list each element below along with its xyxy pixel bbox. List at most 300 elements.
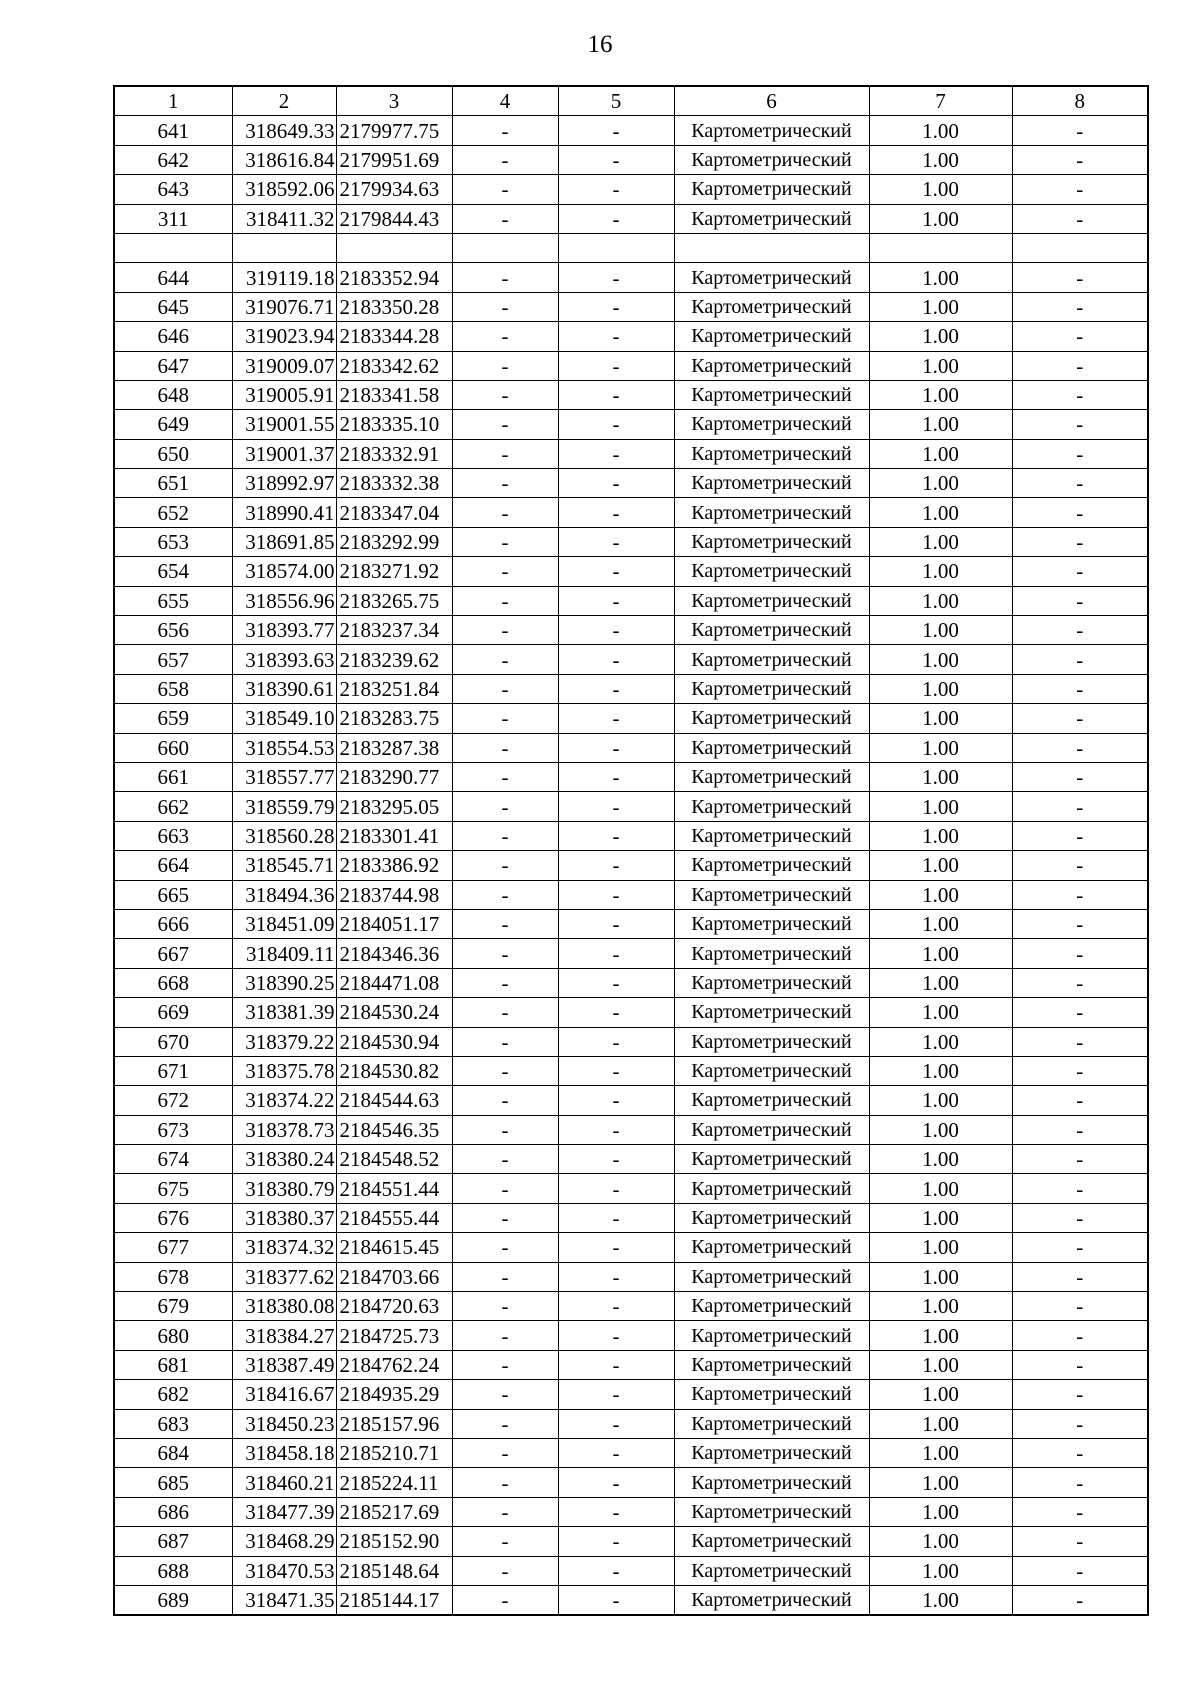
accuracy-cell: 1.00 — [869, 145, 1012, 174]
x-coordinate-cell: 318460.21 — [232, 1468, 336, 1497]
method-cell: Картометрический — [674, 1468, 869, 1497]
point-number-cell: 674 — [114, 1145, 232, 1174]
accuracy-cell: 1.00 — [869, 263, 1012, 292]
y-coordinate-cell: 2183239.62 — [336, 645, 452, 674]
accuracy-cell: 1.00 — [869, 762, 1012, 791]
col4-cell: - — [452, 704, 558, 733]
col4-cell: - — [452, 792, 558, 821]
x-coordinate-cell: 318381.39 — [232, 998, 336, 1027]
table-row — [114, 1468, 1148, 1497]
col4-cell: - — [452, 674, 558, 703]
x-coordinate-cell: 318379.22 — [232, 1027, 336, 1056]
accuracy-cell: 1.00 — [869, 821, 1012, 850]
y-coordinate-cell: 2184935.29 — [336, 1380, 452, 1409]
table-row — [114, 263, 1148, 292]
col4-cell: - — [452, 880, 558, 909]
col4-cell: - — [452, 1292, 558, 1321]
point-number-cell: 648 — [114, 380, 232, 409]
col5-cell: - — [558, 1321, 674, 1350]
accuracy-cell: 1.00 — [869, 1027, 1012, 1056]
col8-cell: - — [1012, 998, 1148, 1027]
col4-cell: - — [452, 1438, 558, 1467]
method-cell: Картометрический — [674, 1027, 869, 1056]
col5-cell: - — [558, 586, 674, 615]
x-coordinate-cell: 318477.39 — [232, 1497, 336, 1526]
y-coordinate-cell: 2183344.28 — [336, 322, 452, 351]
col5-cell: - — [558, 116, 674, 145]
table-row — [114, 1556, 1148, 1585]
point-number-cell: 680 — [114, 1321, 232, 1350]
method-cell: Картометрический — [674, 704, 869, 733]
method-cell: Картометрический — [674, 792, 869, 821]
y-coordinate-cell: 2183350.28 — [336, 292, 452, 321]
col4-cell: - — [452, 1174, 558, 1203]
col5-cell: - — [558, 557, 674, 586]
accuracy-cell: 1.00 — [869, 175, 1012, 204]
table-row — [114, 1086, 1148, 1115]
col5-cell: - — [558, 1497, 674, 1526]
accuracy-cell: 1.00 — [869, 1115, 1012, 1144]
col5-cell: - — [558, 1380, 674, 1409]
table-row — [114, 645, 1148, 674]
method-cell: Картометрический — [674, 1350, 869, 1379]
col4-cell: - — [452, 1145, 558, 1174]
method-cell: Картометрический — [674, 1321, 869, 1350]
point-number-cell: 689 — [114, 1585, 232, 1615]
col8-cell: - — [1012, 792, 1148, 821]
point-number-cell: 669 — [114, 998, 232, 1027]
x-coordinate-cell: 318393.63 — [232, 645, 336, 674]
col5-cell: - — [558, 410, 674, 439]
table-row — [114, 557, 1148, 586]
method-cell: Картометрический — [674, 351, 869, 380]
point-number-cell: 675 — [114, 1174, 232, 1203]
table-row — [114, 292, 1148, 321]
table-row — [114, 939, 1148, 968]
col4-cell: - — [452, 1203, 558, 1232]
accuracy-cell: 1.00 — [869, 1292, 1012, 1321]
col8-cell: - — [1012, 1409, 1148, 1438]
col8-cell: - — [1012, 616, 1148, 645]
point-number-cell: 685 — [114, 1468, 232, 1497]
point-number-cell: 663 — [114, 821, 232, 850]
x-coordinate-cell: 318380.79 — [232, 1174, 336, 1203]
col5-cell: - — [558, 704, 674, 733]
y-coordinate-cell: 2184530.24 — [336, 998, 452, 1027]
x-coordinate-cell: 318390.25 — [232, 968, 336, 997]
accuracy-cell: 1.00 — [869, 616, 1012, 645]
method-cell: Картометрический — [674, 145, 869, 174]
column-header: 5 — [558, 86, 674, 116]
y-coordinate-cell — [336, 233, 452, 262]
col4-cell: - — [452, 998, 558, 1027]
method-cell: Картометрический — [674, 968, 869, 997]
col8-cell: - — [1012, 498, 1148, 527]
col5-cell: - — [558, 469, 674, 498]
table-row — [114, 998, 1148, 1027]
table-row — [114, 792, 1148, 821]
col4-cell — [452, 233, 558, 262]
y-coordinate-cell: 2184471.08 — [336, 968, 452, 997]
accuracy-cell: 1.00 — [869, 645, 1012, 674]
y-coordinate-cell: 2185152.90 — [336, 1527, 452, 1556]
y-coordinate-cell: 2184051.17 — [336, 909, 452, 938]
point-number-cell: 655 — [114, 586, 232, 615]
y-coordinate-cell: 2184551.44 — [336, 1174, 452, 1203]
point-number-cell: 654 — [114, 557, 232, 586]
col4-cell: - — [452, 527, 558, 556]
col5-cell: - — [558, 1145, 674, 1174]
col5-cell: - — [558, 175, 674, 204]
x-coordinate-cell: 319005.91 — [232, 380, 336, 409]
accuracy-cell — [869, 233, 1012, 262]
accuracy-cell: 1.00 — [869, 410, 1012, 439]
col8-cell: - — [1012, 909, 1148, 938]
point-number-cell: 662 — [114, 792, 232, 821]
table-row — [114, 145, 1148, 174]
col4-cell: - — [452, 410, 558, 439]
col4-cell: - — [452, 645, 558, 674]
col4-cell: - — [452, 175, 558, 204]
page-number: 16 — [587, 31, 613, 58]
y-coordinate-cell: 2183265.75 — [336, 586, 452, 615]
method-cell: Картометрический — [674, 1380, 869, 1409]
x-coordinate-cell: 318409.11 — [232, 939, 336, 968]
x-coordinate-cell — [232, 233, 336, 262]
col5-cell: - — [558, 204, 674, 233]
x-coordinate-cell: 318559.79 — [232, 792, 336, 821]
point-number-cell: 678 — [114, 1262, 232, 1291]
y-coordinate-cell: 2185144.17 — [336, 1585, 452, 1615]
x-coordinate-cell: 318470.53 — [232, 1556, 336, 1585]
col5-cell: - — [558, 1585, 674, 1615]
col5-cell: - — [558, 909, 674, 938]
table-row — [114, 351, 1148, 380]
x-coordinate-cell: 318377.62 — [232, 1262, 336, 1291]
col8-cell: - — [1012, 1233, 1148, 1262]
table-row — [114, 909, 1148, 938]
point-number-cell: 687 — [114, 1527, 232, 1556]
method-cell: Картометрический — [674, 762, 869, 791]
method-cell: Картометрический — [674, 322, 869, 351]
y-coordinate-cell: 2184346.36 — [336, 939, 452, 968]
point-number-cell: 686 — [114, 1497, 232, 1526]
method-cell: Картометрический — [674, 1056, 869, 1085]
x-coordinate-cell: 318592.06 — [232, 175, 336, 204]
col8-cell: - — [1012, 1262, 1148, 1291]
point-number-cell: 688 — [114, 1556, 232, 1585]
point-number-cell: 672 — [114, 1086, 232, 1115]
accuracy-cell: 1.00 — [869, 792, 1012, 821]
method-cell: Картометрический — [674, 939, 869, 968]
col4-cell: - — [452, 1527, 558, 1556]
accuracy-cell: 1.00 — [869, 1056, 1012, 1085]
table-row — [114, 527, 1148, 556]
x-coordinate-cell: 318471.35 — [232, 1585, 336, 1615]
col4-cell: - — [452, 1115, 558, 1144]
x-coordinate-cell: 318374.32 — [232, 1233, 336, 1262]
y-coordinate-cell: 2184720.63 — [336, 1292, 452, 1321]
point-number-cell: 667 — [114, 939, 232, 968]
table-row — [114, 1203, 1148, 1232]
col4-cell: - — [452, 322, 558, 351]
y-coordinate-cell: 2184703.66 — [336, 1262, 452, 1291]
table-row — [114, 674, 1148, 703]
table-row — [114, 1262, 1148, 1291]
table-row — [114, 1174, 1148, 1203]
y-coordinate-cell: 2183237.34 — [336, 616, 452, 645]
col8-cell: - — [1012, 586, 1148, 615]
col5-cell: - — [558, 1556, 674, 1585]
accuracy-cell: 1.00 — [869, 674, 1012, 703]
method-cell: Картометрический — [674, 1292, 869, 1321]
col5-cell: - — [558, 1174, 674, 1203]
table-row — [114, 704, 1148, 733]
x-coordinate-cell: 318384.27 — [232, 1321, 336, 1350]
accuracy-cell: 1.00 — [869, 1350, 1012, 1379]
method-cell: Картометрический — [674, 1438, 869, 1467]
y-coordinate-cell: 2183251.84 — [336, 674, 452, 703]
method-cell: Картометрический — [674, 1527, 869, 1556]
point-number-cell: 659 — [114, 704, 232, 733]
col8-cell: - — [1012, 1527, 1148, 1556]
col5-cell — [558, 233, 674, 262]
method-cell: Картометрический — [674, 616, 869, 645]
y-coordinate-cell: 2183341.58 — [336, 380, 452, 409]
col4-cell: - — [452, 1556, 558, 1585]
table-row — [114, 1438, 1148, 1467]
table-row — [114, 1292, 1148, 1321]
table-header-row — [114, 86, 1148, 116]
accuracy-cell: 1.00 — [869, 1438, 1012, 1467]
method-cell: Картометрический — [674, 263, 869, 292]
x-coordinate-cell: 318574.00 — [232, 557, 336, 586]
col4-cell: - — [452, 939, 558, 968]
y-coordinate-cell: 2185157.96 — [336, 1409, 452, 1438]
method-cell: Картометрический — [674, 851, 869, 880]
method-cell: Картометрический — [674, 439, 869, 468]
table-row — [114, 498, 1148, 527]
col4-cell: - — [452, 292, 558, 321]
accuracy-cell: 1.00 — [869, 116, 1012, 145]
x-coordinate-cell: 319119.18 — [232, 263, 336, 292]
column-header: 7 — [869, 86, 1012, 116]
table-body — [114, 116, 1148, 1615]
y-coordinate-cell: 2183386.92 — [336, 851, 452, 880]
col5-cell: - — [558, 351, 674, 380]
method-cell: Картометрический — [674, 909, 869, 938]
accuracy-cell: 1.00 — [869, 322, 1012, 351]
accuracy-cell: 1.00 — [869, 557, 1012, 586]
accuracy-cell: 1.00 — [869, 498, 1012, 527]
method-cell: Картометрический — [674, 1585, 869, 1615]
col8-cell: - — [1012, 968, 1148, 997]
method-cell: Картометрический — [674, 821, 869, 850]
col8-cell: - — [1012, 704, 1148, 733]
table-row — [114, 733, 1148, 762]
y-coordinate-cell: 2184546.35 — [336, 1115, 452, 1144]
col5-cell: - — [558, 792, 674, 821]
x-coordinate-cell: 318380.08 — [232, 1292, 336, 1321]
method-cell: Картометрический — [674, 527, 869, 556]
table-row — [114, 1497, 1148, 1526]
col8-cell: - — [1012, 292, 1148, 321]
col5-cell: - — [558, 939, 674, 968]
accuracy-cell: 1.00 — [869, 1380, 1012, 1409]
col4-cell: - — [452, 1262, 558, 1291]
col8-cell: - — [1012, 116, 1148, 145]
method-cell: Картометрический — [674, 1174, 869, 1203]
y-coordinate-cell: 2183332.91 — [336, 439, 452, 468]
col8-cell: - — [1012, 1292, 1148, 1321]
accuracy-cell: 1.00 — [869, 351, 1012, 380]
x-coordinate-cell: 318990.41 — [232, 498, 336, 527]
column-header: 3 — [336, 86, 452, 116]
point-number-cell: 644 — [114, 263, 232, 292]
col5-cell: - — [558, 821, 674, 850]
col5-cell: - — [558, 1086, 674, 1115]
col8-cell: - — [1012, 1174, 1148, 1203]
method-cell: Картометрический — [674, 1233, 869, 1262]
col8-cell: - — [1012, 351, 1148, 380]
column-header: 2 — [232, 86, 336, 116]
col8-cell: - — [1012, 674, 1148, 703]
point-number-cell: 666 — [114, 909, 232, 938]
x-coordinate-cell: 318451.09 — [232, 909, 336, 938]
col8-cell: - — [1012, 645, 1148, 674]
y-coordinate-cell: 2183342.62 — [336, 351, 452, 380]
point-number-cell: 671 — [114, 1056, 232, 1085]
y-coordinate-cell: 2185224.11 — [336, 1468, 452, 1497]
col8-cell: - — [1012, 1497, 1148, 1526]
col4-cell: - — [452, 498, 558, 527]
x-coordinate-cell: 319023.94 — [232, 322, 336, 351]
method-cell: Картометрический — [674, 1556, 869, 1585]
x-coordinate-cell: 318411.32 — [232, 204, 336, 233]
point-number-cell: 676 — [114, 1203, 232, 1232]
table-row — [114, 410, 1148, 439]
table-row — [114, 1145, 1148, 1174]
x-coordinate-cell: 318450.23 — [232, 1409, 336, 1438]
method-cell: Картометрический — [674, 1497, 869, 1526]
column-header: 8 — [1012, 86, 1148, 116]
method-cell: Картометрический — [674, 998, 869, 1027]
x-coordinate-cell: 318416.67 — [232, 1380, 336, 1409]
point-number-cell: 670 — [114, 1027, 232, 1056]
table-row — [114, 322, 1148, 351]
accuracy-cell: 1.00 — [869, 939, 1012, 968]
col4-cell: - — [452, 762, 558, 791]
col8-cell: - — [1012, 1438, 1148, 1467]
x-coordinate-cell: 318374.22 — [232, 1086, 336, 1115]
method-cell — [674, 233, 869, 262]
column-header: 4 — [452, 86, 558, 116]
col4-cell: - — [452, 586, 558, 615]
point-number-cell: 651 — [114, 469, 232, 498]
table-row — [114, 204, 1148, 233]
x-coordinate-cell: 318380.37 — [232, 1203, 336, 1232]
table-row — [114, 851, 1148, 880]
col4-cell: - — [452, 1497, 558, 1526]
col8-cell: - — [1012, 380, 1148, 409]
x-coordinate-cell: 318560.28 — [232, 821, 336, 850]
col8-cell: - — [1012, 145, 1148, 174]
point-number-cell: 650 — [114, 439, 232, 468]
accuracy-cell: 1.00 — [869, 469, 1012, 498]
y-coordinate-cell: 2179977.75 — [336, 116, 452, 145]
col8-cell: - — [1012, 1145, 1148, 1174]
y-coordinate-cell: 2179844.43 — [336, 204, 452, 233]
x-coordinate-cell: 318649.33 — [232, 116, 336, 145]
point-number-cell: 657 — [114, 645, 232, 674]
col4-cell: - — [452, 145, 558, 174]
col8-cell: - — [1012, 1027, 1148, 1056]
method-cell: Картометрический — [674, 204, 869, 233]
x-coordinate-cell: 318494.36 — [232, 880, 336, 909]
x-coordinate-cell: 319001.55 — [232, 410, 336, 439]
col4-cell: - — [452, 909, 558, 938]
y-coordinate-cell: 2183744.98 — [336, 880, 452, 909]
column-header: 1 — [114, 86, 232, 116]
col8-cell: - — [1012, 1585, 1148, 1615]
col5-cell: - — [558, 1233, 674, 1262]
col8-cell: - — [1012, 1115, 1148, 1144]
accuracy-cell: 1.00 — [869, 439, 1012, 468]
col4-cell: - — [452, 821, 558, 850]
col4-cell: - — [452, 1056, 558, 1085]
point-number-cell: 641 — [114, 116, 232, 145]
col8-cell: - — [1012, 762, 1148, 791]
table-row — [114, 439, 1148, 468]
table-row — [114, 821, 1148, 850]
col4-cell: - — [452, 1233, 558, 1262]
accuracy-cell: 1.00 — [869, 527, 1012, 556]
col5-cell: - — [558, 498, 674, 527]
table-row — [114, 1409, 1148, 1438]
col4-cell: - — [452, 439, 558, 468]
y-coordinate-cell: 2185217.69 — [336, 1497, 452, 1526]
col5-cell: - — [558, 1027, 674, 1056]
col8-cell: - — [1012, 527, 1148, 556]
table-row — [114, 469, 1148, 498]
x-coordinate-cell: 318556.96 — [232, 586, 336, 615]
col5-cell: - — [558, 616, 674, 645]
point-number-cell: 653 — [114, 527, 232, 556]
col4-cell: - — [452, 1585, 558, 1615]
col8-cell: - — [1012, 557, 1148, 586]
y-coordinate-cell: 2184762.24 — [336, 1350, 452, 1379]
x-coordinate-cell: 318557.77 — [232, 762, 336, 791]
col8-cell: - — [1012, 821, 1148, 850]
method-cell: Картометрический — [674, 557, 869, 586]
y-coordinate-cell: 2184530.82 — [336, 1056, 452, 1085]
y-coordinate-cell: 2183332.38 — [336, 469, 452, 498]
method-cell: Картометрический — [674, 175, 869, 204]
point-number-cell: 668 — [114, 968, 232, 997]
x-coordinate-cell: 318390.61 — [232, 674, 336, 703]
col5-cell: - — [558, 1438, 674, 1467]
table-row — [114, 1115, 1148, 1144]
col5-cell: - — [558, 1262, 674, 1291]
point-number-cell: 647 — [114, 351, 232, 380]
method-cell: Картометрический — [674, 469, 869, 498]
accuracy-cell: 1.00 — [869, 380, 1012, 409]
accuracy-cell: 1.00 — [869, 1497, 1012, 1526]
y-coordinate-cell: 2183292.99 — [336, 527, 452, 556]
col8-cell: - — [1012, 469, 1148, 498]
table-row — [114, 116, 1148, 145]
point-number-cell: 679 — [114, 1292, 232, 1321]
